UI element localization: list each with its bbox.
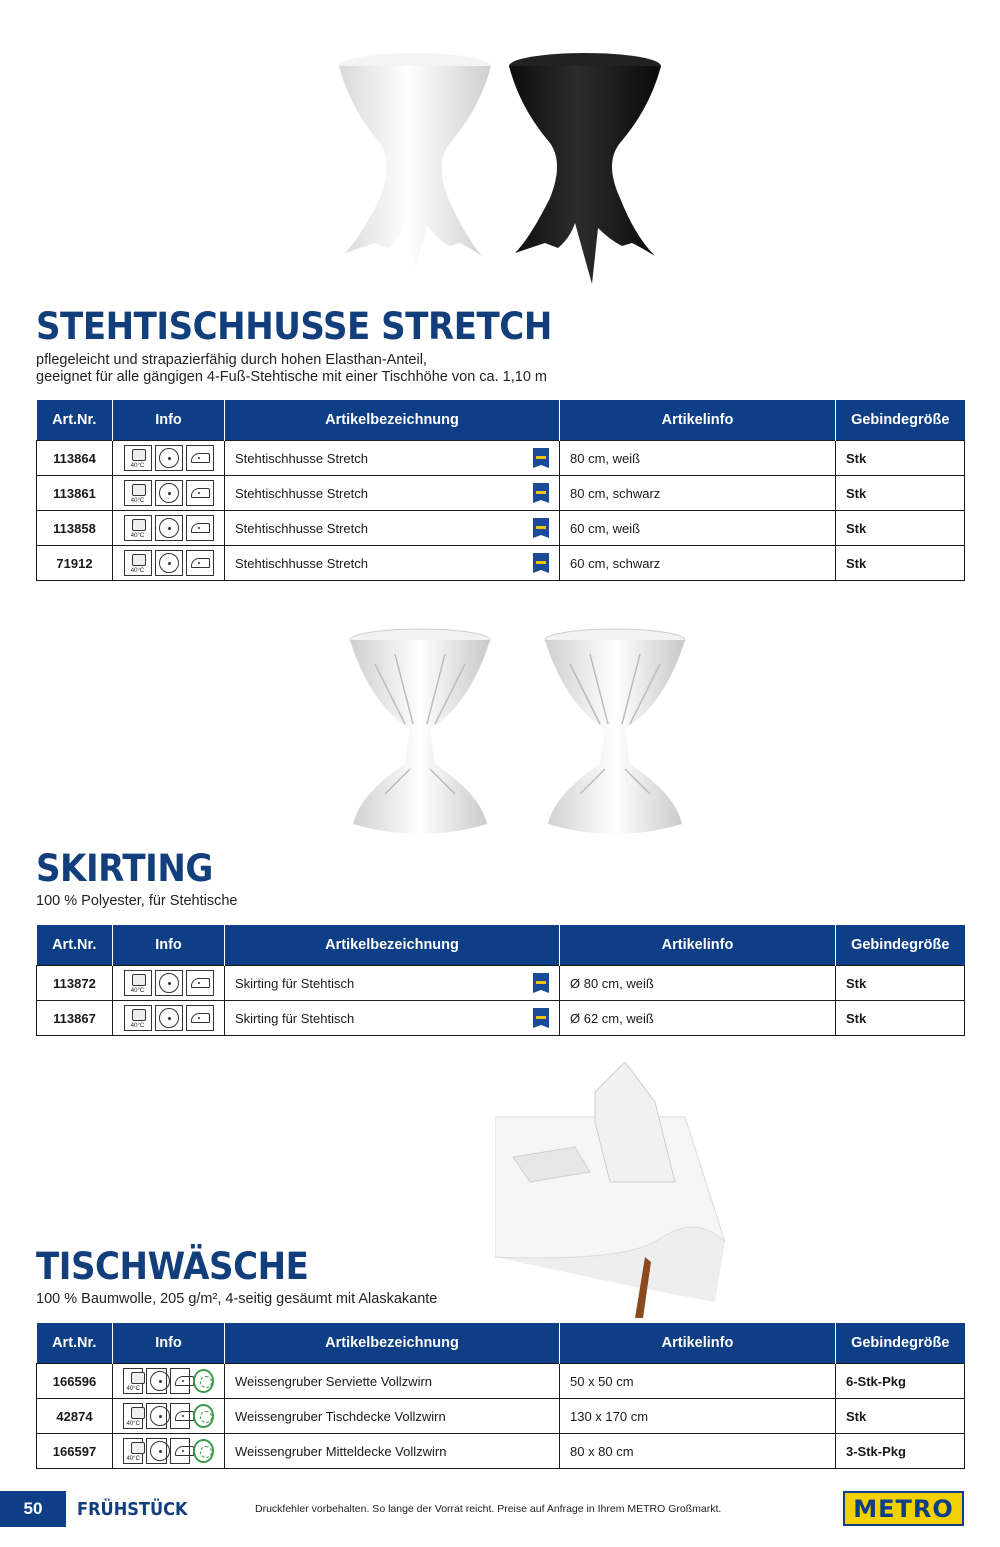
pack-size: Stk bbox=[836, 546, 965, 581]
article-name: Stehtischhusse Stretch bbox=[235, 450, 368, 466]
iron-icon bbox=[170, 1403, 190, 1429]
pack-size: Stk bbox=[836, 476, 965, 511]
care-icons bbox=[113, 1399, 225, 1434]
tumble-dry-icon bbox=[155, 970, 183, 996]
col-header-info: Info bbox=[113, 1323, 225, 1364]
section-subtitle-tischwaesche bbox=[36, 1291, 437, 1308]
article-name-cell bbox=[225, 966, 560, 1001]
article-name-cell bbox=[225, 476, 560, 511]
table-row bbox=[37, 1399, 965, 1434]
col-header-artikelbezeichnung: Artikelbezeichnung bbox=[225, 925, 560, 966]
iron-icon bbox=[186, 445, 214, 471]
col-header-gebindegroesse: Gebindegröße bbox=[836, 925, 965, 966]
care-icons bbox=[113, 476, 225, 511]
col-header-artnr: Art.Nr. bbox=[37, 400, 113, 441]
col-header-gebindegroesse: Gebindegröße bbox=[836, 400, 965, 441]
article-info: 60 cm, weiß bbox=[560, 511, 836, 546]
col-header-artikelinfo: Artikelinfo bbox=[560, 400, 836, 441]
table-row bbox=[37, 546, 965, 581]
tumble-dry-icon bbox=[146, 1438, 166, 1464]
brand-badge-icon bbox=[533, 973, 549, 993]
iron-icon bbox=[170, 1368, 190, 1394]
subtitle-line: 100 % Polyester, für Stehtische bbox=[36, 893, 238, 909]
tumble-dry-icon bbox=[155, 480, 183, 506]
tumble-dry-icon bbox=[155, 550, 183, 576]
article-name: Skirting für Stehtisch bbox=[235, 975, 355, 991]
product-table-skirting bbox=[36, 925, 965, 1036]
article-info: 80 x 80 cm bbox=[560, 1434, 836, 1469]
wash-40-icon bbox=[124, 970, 152, 996]
art-nr: 166597 bbox=[37, 1434, 113, 1469]
eco-label-icon bbox=[193, 1404, 214, 1428]
art-nr: 113864 bbox=[37, 441, 113, 476]
col-header-artikelinfo: Artikelinfo bbox=[560, 925, 836, 966]
article-name: Stehtischhusse Stretch bbox=[235, 555, 368, 571]
art-nr: 71912 bbox=[37, 546, 113, 581]
table-row bbox=[37, 441, 965, 476]
brand-badge-icon bbox=[533, 448, 549, 468]
product-table-tischwaesche bbox=[36, 1323, 965, 1469]
wash-40-icon bbox=[123, 1368, 143, 1394]
art-nr: 166596 bbox=[37, 1364, 113, 1399]
wash-40-icon bbox=[123, 1403, 143, 1429]
section-title-skirting: SKIRTING bbox=[36, 847, 213, 890]
wash-40-icon bbox=[124, 1005, 152, 1031]
article-info: 80 cm, schwarz bbox=[560, 476, 836, 511]
col-header-artikelbezeichnung: Artikelbezeichnung bbox=[225, 1323, 560, 1364]
article-info: 130 x 170 cm bbox=[560, 1399, 836, 1434]
wash-40-icon bbox=[124, 515, 152, 541]
table-row bbox=[37, 1364, 965, 1399]
section-title-stehtischhusse: STEHTISCHHUSSE STRETCH bbox=[36, 305, 552, 348]
product-table-stehtischhusse bbox=[36, 400, 965, 581]
article-name: Weissengruber Serviette Vollzwirn bbox=[225, 1364, 560, 1399]
eco-label-icon bbox=[193, 1369, 214, 1393]
eco-label-icon bbox=[193, 1439, 214, 1463]
iron-icon bbox=[186, 515, 214, 541]
wash-40-icon bbox=[124, 480, 152, 506]
pack-size: Stk bbox=[836, 1001, 965, 1036]
wash-40-icon bbox=[124, 445, 152, 471]
article-name: Skirting für Stehtisch bbox=[235, 1010, 355, 1026]
article-name: Weissengruber Mitteldecke Vollzwirn bbox=[225, 1434, 560, 1469]
brand-badge-icon bbox=[533, 553, 549, 573]
iron-icon bbox=[186, 550, 214, 576]
tumble-dry-icon bbox=[155, 1005, 183, 1031]
art-nr: 113867 bbox=[37, 1001, 113, 1036]
iron-icon bbox=[186, 970, 214, 996]
pack-size: 3-Stk-Pkg bbox=[836, 1434, 965, 1469]
care-icons bbox=[113, 1001, 225, 1036]
tumble-dry-icon bbox=[146, 1403, 166, 1429]
col-header-info: Info bbox=[113, 400, 225, 441]
pack-size: Stk bbox=[836, 441, 965, 476]
wash-40-icon bbox=[124, 550, 152, 576]
section-title-tischwaesche: TISCHWÄSCHE bbox=[36, 1245, 309, 1288]
table-row bbox=[37, 966, 965, 1001]
iron-icon bbox=[170, 1438, 190, 1464]
skirting-image bbox=[345, 624, 695, 844]
article-name-cell bbox=[225, 1001, 560, 1036]
tumble-dry-icon bbox=[155, 445, 183, 471]
section-subtitle-skirting bbox=[36, 893, 238, 910]
col-header-info: Info bbox=[113, 925, 225, 966]
pack-size: 6-Stk-Pkg bbox=[836, 1364, 965, 1399]
art-nr: 113858 bbox=[37, 511, 113, 546]
article-name-cell bbox=[225, 441, 560, 476]
article-info: 60 cm, schwarz bbox=[560, 546, 836, 581]
table-row bbox=[37, 511, 965, 546]
page-number: 50 bbox=[0, 1491, 66, 1527]
pack-size: Stk bbox=[836, 511, 965, 546]
footer-disclaimer: Druckfehler vorbehalten. So lange der Vorrat reicht. Preise auf Anfrage in Ihrem METRO Großmarkt. bbox=[255, 1503, 722, 1515]
art-nr: 42874 bbox=[37, 1399, 113, 1434]
care-icons bbox=[113, 1364, 225, 1399]
article-name: Stehtischhusse Stretch bbox=[235, 520, 368, 536]
subtitle-line: 100 % Baumwolle, 205 g/m², 4-seitig gesäumt mit Alaskakante bbox=[36, 1291, 438, 1307]
care-icons bbox=[113, 441, 225, 476]
section-subtitle-stehtischhusse bbox=[36, 352, 547, 386]
care-icons bbox=[113, 966, 225, 1001]
table-row bbox=[37, 476, 965, 511]
care-icons bbox=[113, 1434, 225, 1469]
article-name-cell bbox=[225, 511, 560, 546]
wash-40-icon bbox=[123, 1438, 143, 1464]
article-info: Ø 80 cm, weiß bbox=[560, 966, 836, 1001]
subtitle-line: geeignet für alle gängigen 4-Fuß-Stehtische mit einer Tischhöhe von ca. 1,10 m bbox=[36, 369, 548, 385]
article-name-cell bbox=[225, 546, 560, 581]
pack-size: Stk bbox=[836, 966, 965, 1001]
pack-size: Stk bbox=[836, 1399, 965, 1434]
brand-badge-icon bbox=[533, 1008, 549, 1028]
art-nr: 113872 bbox=[37, 966, 113, 1001]
article-info: Ø 62 cm, weiß bbox=[560, 1001, 836, 1036]
art-nr: 113861 bbox=[37, 476, 113, 511]
subtitle-line: pflegeleicht und strapazierfähig durch hohen Elasthan-Anteil, bbox=[36, 352, 427, 368]
col-header-gebindegroesse: Gebindegröße bbox=[836, 1323, 965, 1364]
brand-badge-icon bbox=[533, 518, 549, 538]
iron-icon bbox=[186, 1005, 214, 1031]
article-info: 80 cm, weiß bbox=[560, 441, 836, 476]
table-row bbox=[37, 1001, 965, 1036]
article-name: Stehtischhusse Stretch bbox=[235, 485, 368, 501]
brand-badge-icon bbox=[533, 483, 549, 503]
tumble-dry-icon bbox=[155, 515, 183, 541]
tumble-dry-icon bbox=[146, 1368, 166, 1394]
metro-logo: METRO bbox=[843, 1491, 964, 1526]
col-header-artikelbezeichnung: Artikelbezeichnung bbox=[225, 400, 560, 441]
care-icons bbox=[113, 511, 225, 546]
stretch-covers-image bbox=[330, 48, 670, 288]
col-header-artikelinfo: Artikelinfo bbox=[560, 1323, 836, 1364]
col-header-artnr: Art.Nr. bbox=[37, 1323, 113, 1364]
iron-icon bbox=[186, 480, 214, 506]
table-row bbox=[37, 1434, 965, 1469]
care-icons bbox=[113, 546, 225, 581]
table-linen-image bbox=[495, 1062, 745, 1318]
article-info: 50 x 50 cm bbox=[560, 1364, 836, 1399]
article-name: Weissengruber Tischdecke Vollzwirn bbox=[225, 1399, 560, 1434]
col-header-artnr: Art.Nr. bbox=[37, 925, 113, 966]
footer-section-name: FRÜHSTÜCK bbox=[77, 1499, 188, 1520]
